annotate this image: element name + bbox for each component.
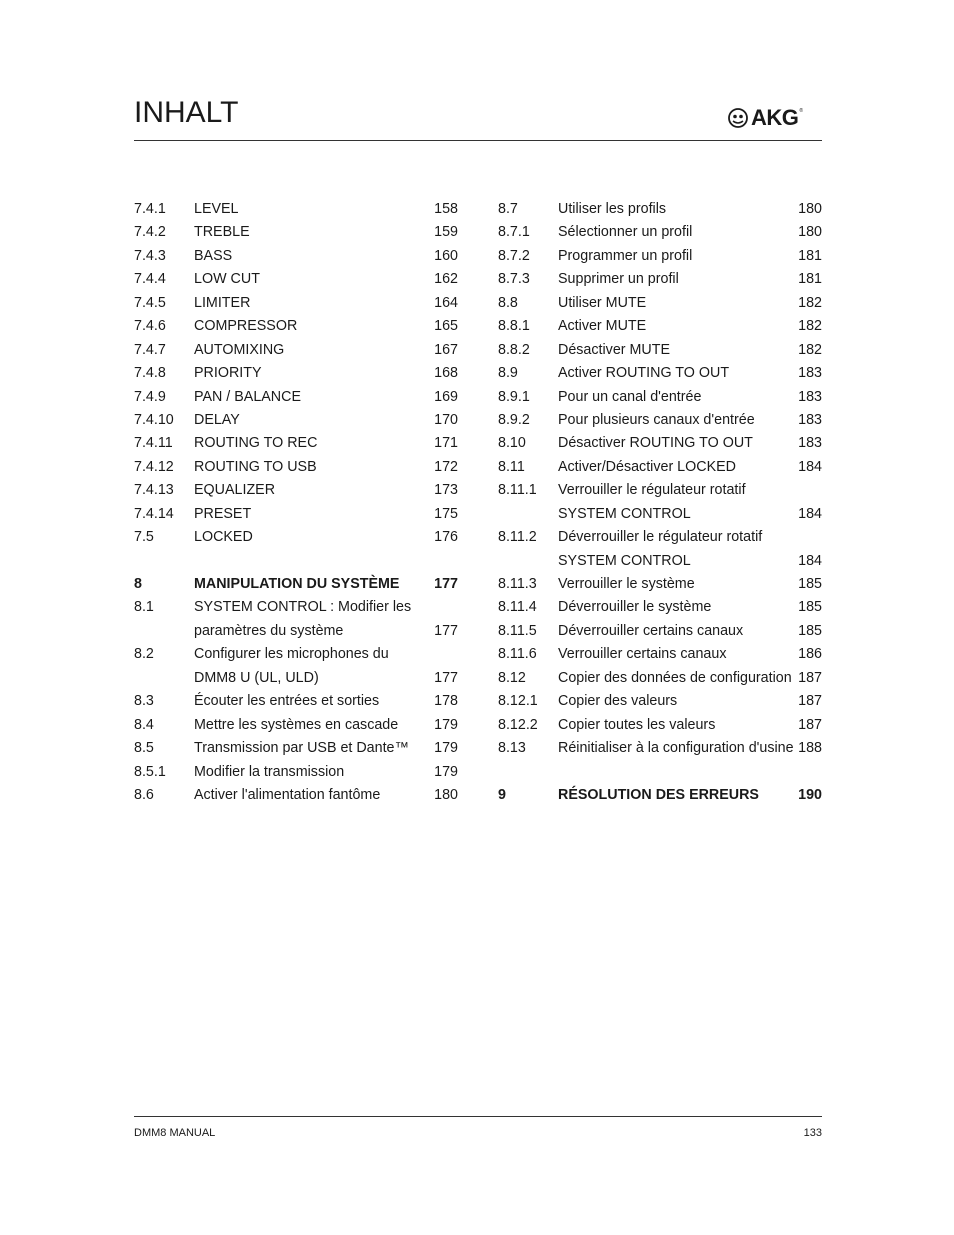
toc-entry-title: AUTOMIXING [194, 341, 285, 358]
toc-entry-title: LEVEL [194, 201, 239, 217]
toc-entry-title: LIMITER [194, 294, 251, 311]
toc-entry-page: 183 [798, 435, 822, 452]
toc-entry-page: 165 [434, 318, 458, 335]
logo-trademark: ® [799, 108, 804, 114]
toc-entry-title: Activer l'alimentation fantôme [194, 786, 381, 803]
toc-entry [498, 550, 822, 573]
toc-entry [498, 690, 822, 713]
toc-entry-page: 169 [434, 388, 458, 405]
toc-entry-number: 8.11.6 [498, 646, 537, 663]
toc-entry [134, 315, 458, 338]
footer-divider [134, 1116, 822, 1117]
toc-entry [498, 596, 822, 619]
toc-entry [134, 456, 458, 479]
toc-entry-page: 183 [798, 411, 822, 428]
toc-right-column [498, 198, 822, 807]
toc-entry-page: 184 [798, 458, 822, 475]
toc-entry [498, 362, 822, 385]
toc-entry [498, 667, 822, 690]
toc-entry-title: SYSTEM CONTROL [558, 552, 691, 569]
toc-entry [498, 784, 822, 807]
toc-entry-title: ROUTING TO USB [194, 458, 317, 475]
toc-entry-page: 183 [798, 388, 822, 405]
toc-entry-title: Déverrouiller le régulateur rotatif [558, 529, 763, 546]
toc-entry-number: 7.4.9 [134, 388, 166, 405]
toc-entry-title: Activer ROUTING TO OUT [558, 365, 730, 382]
toc-entry-number: 8.13 [498, 740, 526, 757]
toc-entry-number: 8.7.2 [498, 247, 530, 264]
toc-entry-number: 7.4.1 [134, 201, 166, 217]
toc-entry-page: 177 [434, 669, 458, 686]
toc-entry [498, 432, 822, 455]
toc-entry-number: 8.8.1 [498, 318, 530, 335]
toc-entry [498, 339, 822, 362]
toc-entry [134, 409, 458, 432]
toc-entry-page: 168 [434, 365, 458, 382]
toc-entry-number: 8.6 [134, 786, 154, 803]
toc-entry [498, 503, 822, 526]
toc-entry [134, 362, 458, 385]
toc-entry-title: Copier des valeurs [558, 693, 678, 710]
toc-entry-page: 182 [798, 294, 822, 311]
toc-entry-title: Pour un canal d'entrée [558, 388, 702, 405]
toc-entry-page: 171 [434, 435, 458, 452]
toc-entry-title: RÉSOLUTION DES ERREURS [558, 786, 759, 803]
toc-entry-number: 8.12.2 [498, 716, 538, 733]
toc-entry [498, 714, 822, 737]
toc-entry-page: 170 [434, 411, 458, 428]
toc-entry-title: MANIPULATION DU SYSTÈME [194, 576, 400, 592]
toc-entry [134, 268, 458, 291]
toc-entry-page: 167 [434, 341, 458, 358]
toc-entry-page: 175 [434, 505, 458, 522]
toc-entry [134, 198, 458, 221]
toc-entry-number: 7.4.10 [134, 411, 174, 428]
toc-entry-page: 160 [434, 247, 458, 264]
toc-entry-number: 8.8 [498, 294, 518, 311]
toc-entry-title: SYSTEM CONTROL : Modifier les [194, 599, 412, 616]
toc-entry [134, 714, 458, 737]
toc-entry-number: 8.9.2 [498, 411, 530, 428]
toc-entry-title: Copier toutes les valeurs [558, 716, 716, 733]
toc-entry [498, 268, 822, 291]
toc-entry [498, 456, 822, 479]
toc-entry-page: 176 [434, 529, 458, 546]
toc-entry [134, 620, 458, 643]
toc-entry-title: PAN / BALANCE [194, 388, 301, 405]
toc-entry-number: 8.1 [134, 599, 154, 616]
toc-entry-title: Transmission par USB et Dante™ [194, 740, 409, 757]
toc-entry [134, 643, 458, 666]
toc-entry-number: 7.5 [134, 529, 154, 546]
toc-entry-number: 7.4.5 [134, 294, 166, 311]
toc-entry-number: 8.10 [498, 435, 526, 452]
toc-entry-number: 8.9 [498, 365, 518, 382]
toc-entry-number: 8.12.1 [498, 693, 538, 710]
toc-entry [498, 198, 822, 221]
toc-entry-number: 7.4.14 [134, 505, 174, 522]
toc-entry-page: 182 [798, 341, 822, 358]
toc-entry [134, 503, 458, 526]
toc-entry-title: Verrouiller le régulateur rotatif [558, 482, 746, 499]
toc-entry-title: TREBLE [194, 224, 250, 241]
toc-entry-page: 184 [798, 505, 822, 522]
toc-entry-title: LOW CUT [194, 271, 260, 288]
toc-entry-page: 185 [798, 599, 822, 616]
toc-entry-page: 180 [798, 201, 822, 217]
toc-entry-title: Verrouiller certains canaux [558, 646, 727, 663]
toc-entry [498, 573, 822, 596]
toc-entry [134, 292, 458, 315]
toc-entry-title: paramètres du système [194, 622, 344, 639]
toc-entry-title: ROUTING TO REC [194, 435, 318, 452]
toc-entry-page: 186 [798, 646, 822, 663]
footer-page-number: 133 [803, 1127, 822, 1139]
toc-entry [134, 339, 458, 362]
toc-entry-title: Utiliser MUTE [558, 294, 647, 311]
akg-head-logo-icon [728, 108, 748, 128]
toc-entry-number: 7.4.11 [134, 435, 173, 452]
toc-entry-number: 8.7.1 [498, 224, 530, 241]
page-title: INHALT [134, 96, 239, 129]
toc-entry-title: Mettre les systèmes en cascade [194, 716, 399, 733]
toc-entry [498, 620, 822, 643]
toc-entry [134, 761, 458, 784]
toc-entry-title: DMM8 U (UL, ULD) [194, 669, 319, 686]
toc-entry-title: DELAY [194, 411, 240, 428]
toc-entry [498, 643, 822, 666]
toc-entry-title: EQUALIZER [194, 482, 276, 499]
toc-entry-title: SYSTEM CONTROL [558, 505, 691, 522]
toc-entry-number: 8.11.2 [498, 529, 537, 546]
toc-entry-number: 7.4.12 [134, 458, 174, 475]
toc-entry-page: 159 [434, 224, 458, 241]
toc-entry-number: 8.4 [134, 716, 154, 733]
toc-entry-title: BASS [194, 247, 233, 264]
toc-entry-number: 9 [498, 786, 506, 803]
toc-entry [134, 550, 458, 573]
footer-manual-name: DMM8 MANUAL [134, 1127, 216, 1139]
toc-entry-page: 172 [434, 458, 458, 475]
toc-entry-page: 158 [434, 201, 458, 217]
toc-entry-number: 8.5 [134, 740, 154, 757]
toc-entry [498, 761, 822, 784]
toc-entry-number: 8.2 [134, 646, 154, 663]
toc-entry [134, 784, 458, 807]
toc-entry-title: Désactiver ROUTING TO OUT [558, 435, 753, 452]
toc-entry-title: Utiliser les profils [558, 201, 667, 217]
logo-text: AKG [751, 105, 799, 130]
toc-entry-number: 8.7 [498, 201, 518, 217]
toc-entry-number: 8.9.1 [498, 388, 530, 405]
toc-entry [498, 526, 822, 549]
toc-entry-page: 162 [434, 271, 458, 288]
toc-left-column [134, 198, 458, 807]
toc-entry-page: 184 [798, 552, 822, 569]
toc-entry-number: 8.7.3 [498, 271, 530, 288]
toc-entry [498, 315, 822, 338]
toc-entry-number: 8.11.1 [498, 482, 537, 499]
toc-entry [134, 245, 458, 268]
toc-entry-title: COMPRESSOR [194, 318, 298, 335]
toc-entry [134, 737, 458, 760]
toc-entry [498, 386, 822, 409]
toc-entry-number: 8.5.1 [134, 763, 166, 780]
toc-entry-title: Déverrouiller certains canaux [558, 622, 744, 639]
akg-logo [728, 106, 803, 130]
toc-entry [498, 292, 822, 315]
toc-entry [134, 667, 458, 690]
toc-entry-page: 187 [798, 669, 822, 686]
toc-entry-title: Sélectionner un profil [558, 224, 693, 241]
toc-entry-page: 182 [798, 318, 822, 335]
toc-entry-title: Copier des données de configuration [558, 669, 792, 686]
toc-entry-number: 8.11.5 [498, 622, 537, 639]
toc-entry-number: 7.4.8 [134, 365, 166, 382]
toc-entry-page: 180 [434, 786, 458, 803]
toc-entry-number: 8.3 [134, 693, 154, 710]
toc-entry [134, 596, 458, 619]
toc-entry-title: PRIORITY [194, 365, 262, 382]
toc-entry-number: 8.11.3 [498, 576, 537, 592]
toc-entry-page: 181 [798, 271, 822, 288]
toc-entry [134, 221, 458, 244]
toc-entry-page: 178 [434, 693, 458, 710]
toc-entry-page: 187 [798, 716, 822, 733]
toc-entry-page: 188 [798, 740, 822, 757]
toc-entry-number: 8 [134, 576, 142, 592]
toc-entry-title: Pour plusieurs canaux d'entrée [558, 411, 755, 428]
toc-entry-title: Supprimer un profil [558, 271, 679, 288]
toc-entry-page: 179 [434, 740, 458, 757]
toc-entry-number: 7.4.7 [134, 341, 166, 358]
toc-entry-number: 8.12 [498, 669, 526, 686]
toc-entry [134, 479, 458, 502]
toc-entry-title: Désactiver MUTE [558, 341, 671, 358]
toc-entry-page: 179 [434, 716, 458, 733]
toc-entry-number: 7.4.2 [134, 224, 166, 241]
toc-entry-title: Configurer les microphones du [194, 646, 389, 663]
toc-entry-number: 8.8.2 [498, 341, 530, 358]
toc-entry-page: 177 [434, 622, 458, 639]
toc-entry-page: 185 [798, 622, 822, 639]
toc-entry [134, 573, 458, 596]
toc-entry [498, 245, 822, 268]
toc-entry-number: 8.11 [498, 458, 525, 475]
toc-entry-number: 7.4.3 [134, 247, 166, 264]
toc-entry-title: LOCKED [194, 529, 253, 546]
toc-entry-number: 7.4.4 [134, 271, 166, 288]
toc-entry-title: Programmer un profil [558, 247, 693, 264]
toc-entry-page: 164 [434, 294, 458, 311]
toc-entry-title: PRESET [194, 505, 252, 522]
toc-entry-title: Écouter les entrées et sorties [194, 693, 380, 710]
toc-entry-number: 7.4.6 [134, 318, 166, 335]
toc-entry-page: 177 [434, 576, 458, 592]
toc-entry-page: 185 [798, 576, 822, 592]
toc-entry [134, 432, 458, 455]
toc-entry-page: 190 [798, 786, 822, 803]
toc-entry-number: 8.11.4 [498, 599, 537, 616]
toc-entry-title: Déverrouiller le système [558, 599, 712, 616]
toc-entry-number: 7.4.13 [134, 482, 174, 499]
toc-entry [134, 386, 458, 409]
toc-entry [134, 526, 458, 549]
toc-entry [498, 409, 822, 432]
toc-entry-title: Réinitialiser à la configuration d'usine [558, 740, 794, 757]
toc-entry-page: 187 [798, 693, 822, 710]
toc-entry-title: Modifier la transmission [194, 763, 345, 780]
toc-entry-page: 179 [434, 763, 458, 780]
toc-entry-title: Verrouiller le système [558, 576, 695, 592]
toc-entry [498, 737, 822, 760]
toc-entry-page: 181 [798, 247, 822, 264]
toc-entry [498, 479, 822, 502]
toc-entry-title: Activer MUTE [558, 318, 647, 335]
toc-entry-page: 183 [798, 365, 822, 382]
toc-entry [134, 690, 458, 713]
toc-entry [498, 221, 822, 244]
toc-entry-title: Activer/Désactiver LOCKED [558, 458, 736, 475]
header-divider [134, 140, 822, 141]
toc-entry-page: 180 [798, 224, 822, 241]
toc-entry-page: 173 [434, 482, 458, 499]
